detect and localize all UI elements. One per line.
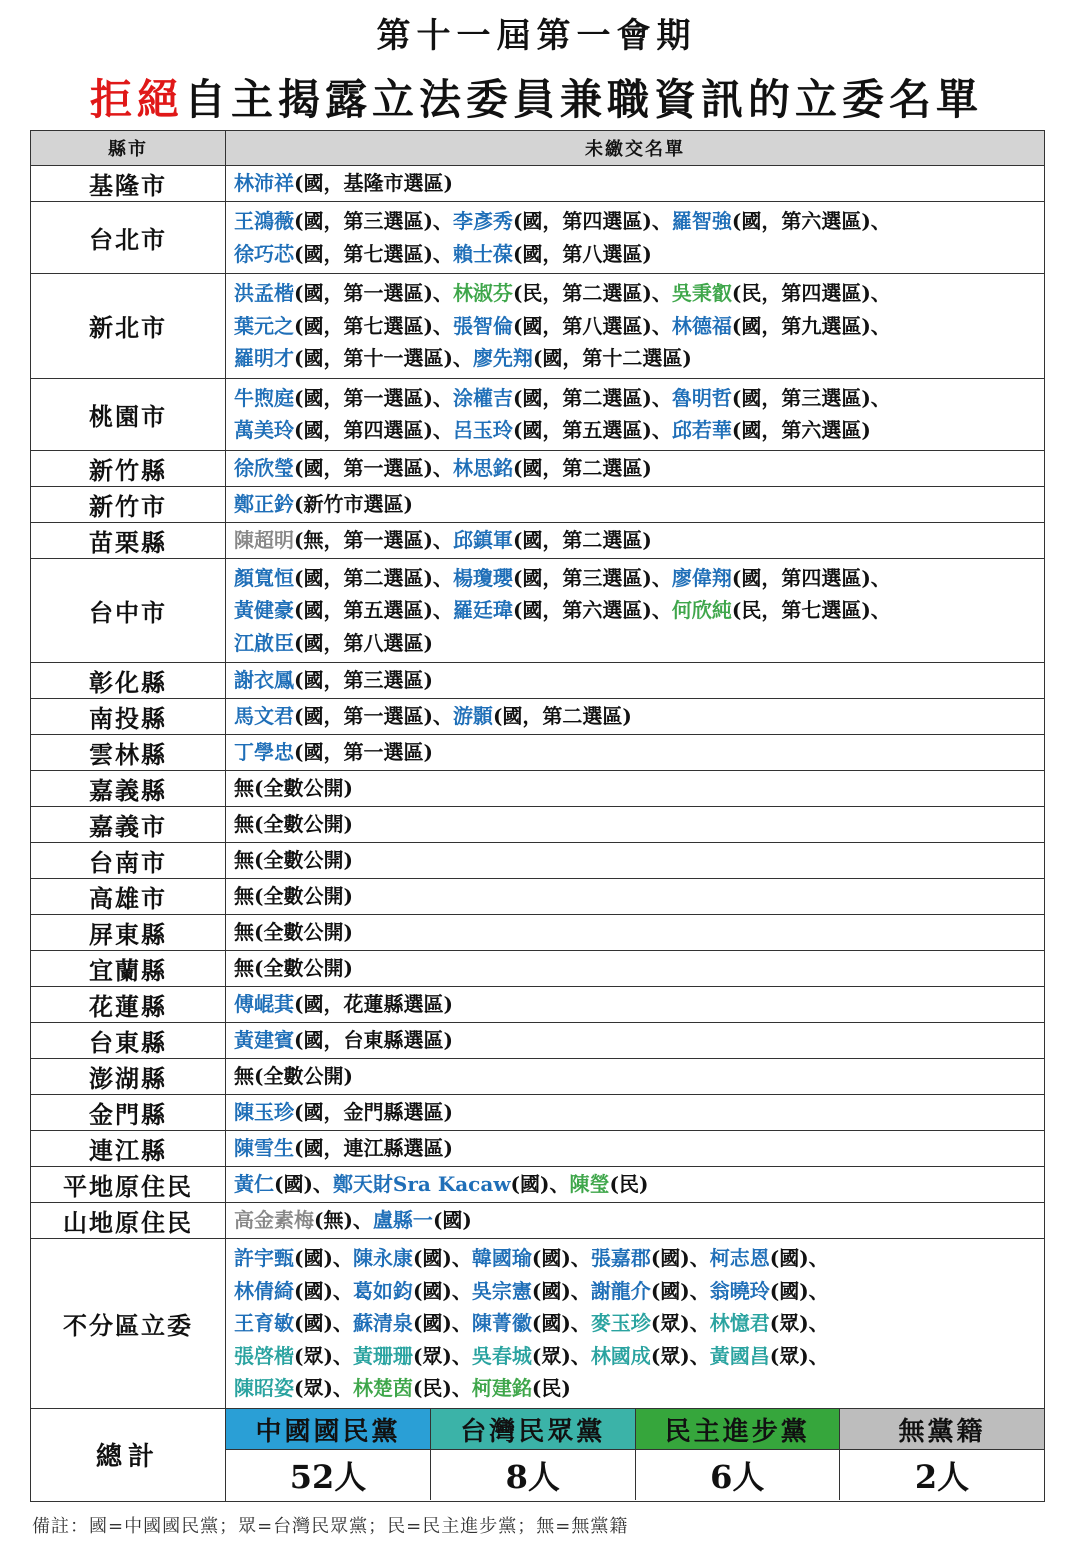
legislator-name: 陳玉珍 — [234, 1100, 294, 1125]
party-district: (國)、 — [531, 1246, 591, 1270]
subtitle-highlight: 拒絕 — [89, 75, 184, 124]
party-district: (國)、 — [510, 1172, 570, 1197]
party-name: 無黨籍 — [840, 1409, 1045, 1450]
party-district: (民)、 — [412, 1376, 472, 1400]
legislator-name: 麥玉珍 — [590, 1311, 651, 1335]
legislator-name: 羅廷瑋 — [452, 598, 513, 622]
names-cell — [226, 1131, 1045, 1167]
legislator-name: 黃國昌 — [709, 1343, 770, 1368]
party-district: (國)、 — [650, 1278, 710, 1303]
totals-cell — [226, 1408, 1045, 1501]
party-totals-table — [226, 1409, 1044, 1500]
party-district: (民，第四選區)、 — [731, 281, 891, 305]
names-line — [234, 488, 1044, 521]
legislator-name: 丁學忠 — [234, 740, 294, 765]
legislator-name: 林國成 — [590, 1343, 651, 1368]
table-row — [31, 771, 1045, 807]
subtitle-rest: 自主揭露立法委員兼職資訊的立委名單 — [184, 75, 984, 124]
legislator-name: 黃建賓 — [234, 1028, 294, 1053]
county-cell: 彰化縣 — [31, 663, 226, 699]
county-cell: 台東縣 — [31, 1023, 226, 1059]
legislator-name: 羅明才 — [234, 346, 294, 370]
table-row — [31, 274, 1045, 379]
names-cell — [226, 807, 1045, 843]
names-cell — [226, 202, 1045, 274]
party-district: (民，第二選區)、 — [512, 281, 672, 305]
party-district: (國，第二選區) — [512, 455, 652, 480]
party-district: (國)、 — [412, 1278, 472, 1303]
legislator-name: 李彥秀 — [452, 209, 513, 233]
party-name: 中國國民黨 — [226, 1409, 431, 1450]
table-row — [31, 166, 1045, 202]
legislator-name: 洪孟楷 — [234, 281, 294, 305]
party-district: (新竹市選區) — [294, 491, 413, 516]
names-line — [234, 952, 1044, 985]
page-title: 第十一屆第一會期 — [376, 16, 697, 56]
names-line — [234, 1340, 1044, 1373]
legislator-name: 謝龍介 — [590, 1278, 651, 1303]
party-district: (眾)、 — [531, 1343, 591, 1368]
party-district: (民，第七選區)、 — [731, 598, 891, 622]
legislator-name: 黃仁 — [234, 1172, 274, 1197]
names-line — [234, 988, 1044, 1021]
county-cell: 台南市 — [31, 843, 226, 879]
legislator-name: 林德福 — [671, 313, 732, 338]
names-cell — [226, 1095, 1045, 1131]
table-row — [31, 987, 1045, 1023]
totals-row — [31, 1408, 1045, 1501]
legislator-name: 羅智強 — [671, 209, 732, 233]
legislator-name: 游顥 — [452, 704, 493, 729]
legislator-name: 盧縣一 — [372, 1208, 433, 1233]
party-name: 民主進步黨 — [635, 1409, 840, 1450]
table-row — [31, 1239, 1045, 1409]
legislator-name: 魯明哲 — [671, 385, 732, 410]
party-district: (國，連江縣選區) — [294, 1136, 453, 1161]
names-line — [234, 1307, 1044, 1340]
legislator-name: 陳超明 — [234, 527, 294, 552]
legislator-name: 翁曉玲 — [709, 1278, 770, 1303]
party-district: (國，第六選區)、 — [731, 209, 891, 233]
names-cell — [226, 879, 1045, 915]
party-district: (國，花蓮縣選區) — [294, 992, 453, 1017]
table-row — [31, 951, 1045, 987]
table-row — [31, 807, 1045, 843]
table-row — [31, 558, 1045, 663]
party-district: (國，第八選區)、 — [512, 313, 672, 338]
legislator-name: 顏寬恒 — [234, 565, 294, 590]
names-cell — [226, 274, 1045, 379]
legislator-name: 牛煦庭 — [234, 385, 294, 410]
party-district: (國)、 — [769, 1278, 829, 1303]
county-cell: 金門縣 — [31, 1095, 226, 1131]
county-cell: 基隆市 — [31, 166, 226, 202]
party-district: (國，第五選區)、 — [294, 598, 453, 622]
legislator-name: 萬美玲 — [234, 418, 294, 442]
party-district: (國，第四選區)、 — [512, 209, 672, 233]
party-district: (眾)、 — [650, 1343, 710, 1368]
party-name: 台灣民眾黨 — [431, 1409, 636, 1450]
legislator-name: 王育敏 — [234, 1311, 294, 1335]
legislator-name: 何欣純 — [671, 598, 732, 622]
names-line — [234, 1204, 1044, 1237]
legislator-name: 徐巧芯 — [234, 241, 294, 266]
legislator-name: 吳秉叡 — [671, 281, 732, 305]
footnote: 備註：國=中國國民黨；眾=台灣民眾黨；民=民主進步黨；無=無黨籍 — [32, 1516, 629, 1537]
party-district: (國)、 — [412, 1246, 472, 1270]
party-district: (眾)、 — [769, 1311, 829, 1335]
party-district: (國，第二選區) — [512, 527, 652, 552]
table-row — [31, 1023, 1045, 1059]
party-district: (眾)、 — [294, 1376, 353, 1400]
names-cell — [226, 486, 1045, 522]
legislator-name: 楊瓊瓔 — [452, 565, 513, 590]
table-row — [31, 1203, 1045, 1239]
party-district: 無(全數公開) — [234, 776, 353, 801]
party-district: (國) — [432, 1208, 472, 1233]
party-district: (國，第九選區)、 — [731, 313, 891, 338]
names-cell — [226, 378, 1045, 450]
names-line — [234, 167, 1044, 200]
county-cell: 澎湖縣 — [31, 1059, 226, 1095]
table-body — [31, 166, 1045, 1409]
names-cell — [226, 1203, 1045, 1239]
legislator-name: 黃健豪 — [234, 598, 294, 622]
party-district: (國)、 — [294, 1311, 353, 1335]
table-row — [31, 1095, 1045, 1131]
party-district: (國，第三選區) — [294, 668, 433, 693]
names-line — [234, 1168, 1044, 1201]
party-district: (國，第二選區)、 — [512, 385, 672, 410]
names-line — [234, 342, 1044, 375]
names-cell — [226, 915, 1045, 951]
legislator-name: 賴士葆 — [452, 241, 513, 266]
county-cell: 新北市 — [31, 274, 226, 379]
county-cell: 新竹縣 — [31, 450, 226, 486]
legislator-name: 林思銘 — [452, 455, 513, 480]
legislator-name: 廖偉翔 — [671, 565, 732, 590]
legislator-name: 陳菁徽 — [471, 1311, 532, 1335]
county-cell: 雲林縣 — [31, 735, 226, 771]
legislator-name: 馬文君 — [234, 704, 294, 729]
names-line — [234, 277, 1044, 310]
legislator-name: 林楚茵 — [352, 1376, 413, 1400]
names-line — [234, 736, 1044, 769]
party-district: (無，第一選區)、 — [294, 527, 453, 552]
names-line — [234, 808, 1044, 841]
legislator-name: 傅崐萁 — [234, 992, 294, 1017]
party-count: 6人 — [635, 1450, 840, 1501]
table-row — [31, 486, 1045, 522]
party-district: (國)、 — [274, 1172, 333, 1197]
table-row — [31, 522, 1045, 558]
county-cell: 南投縣 — [31, 699, 226, 735]
county-cell: 高雄市 — [31, 879, 226, 915]
party-district: (民) — [609, 1172, 649, 1197]
party-district: (國，台東縣選區) — [294, 1028, 453, 1053]
party-district: (國)、 — [531, 1278, 591, 1303]
names-cell — [226, 771, 1045, 807]
header-names: 未繳交名單 — [226, 131, 1045, 166]
names-line — [234, 700, 1044, 733]
names-cell — [226, 522, 1045, 558]
county-cell: 桃園市 — [31, 378, 226, 450]
legislator-name: 涂權吉 — [452, 385, 513, 410]
party-district: (國，第四選區)、 — [294, 418, 453, 442]
party-district: (眾)、 — [294, 1343, 353, 1368]
legislator-name: 高金素梅 — [234, 1208, 314, 1233]
names-cell — [226, 951, 1045, 987]
names-line — [234, 1275, 1044, 1308]
legislator-name: 呂玉玲 — [452, 418, 513, 442]
party-district: (國，第一選區)、 — [294, 385, 453, 410]
party-district: (國，第八選區) — [512, 241, 652, 266]
party-district: (無)、 — [314, 1208, 373, 1233]
legislator-name: 林倩綺 — [234, 1278, 294, 1303]
party-district: (國，第六選區)、 — [512, 598, 672, 622]
names-cell — [226, 663, 1045, 699]
table-row — [31, 1167, 1045, 1203]
names-cell — [226, 987, 1045, 1023]
legislator-name: 鄭正鈐 — [234, 491, 294, 516]
table-row — [31, 378, 1045, 450]
legislator-name: 許宇甄 — [234, 1246, 294, 1270]
legislator-name: 林沛祥 — [234, 171, 294, 196]
table-header-row — [31, 131, 1045, 166]
legislator-name: 王鴻薇 — [234, 209, 294, 233]
legislator-name: 林憶君 — [709, 1311, 770, 1335]
names-line — [234, 238, 1044, 271]
table-row — [31, 450, 1045, 486]
legislator-name: 陳永康 — [352, 1246, 413, 1270]
names-line — [234, 1242, 1044, 1275]
names-line — [234, 1024, 1044, 1057]
party-district: (國，第一選區) — [294, 740, 433, 765]
county-cell: 連江縣 — [31, 1131, 226, 1167]
party-district: (國，第七選區)、 — [294, 241, 453, 266]
names-line — [234, 524, 1044, 557]
party-district: (國，第八選區) — [294, 630, 433, 655]
party-district: (國，基隆市選區) — [294, 171, 453, 196]
party-district: (國，第四選區)、 — [731, 565, 891, 590]
party-district: (國，第六選區) — [731, 418, 871, 442]
party-district: (國)、 — [769, 1246, 829, 1270]
county-cell: 嘉義縣 — [31, 771, 226, 807]
legislator-name: 黃珊珊 — [352, 1343, 413, 1368]
legislator-name: 吳宗憲 — [471, 1278, 532, 1303]
party-count-row — [226, 1450, 1044, 1501]
legislator-name: 柯建銘 — [471, 1376, 532, 1400]
names-line — [234, 205, 1044, 238]
county-cell: 嘉義市 — [31, 807, 226, 843]
party-district: (國，第三選區)、 — [731, 385, 891, 410]
county-cell: 平地原住民 — [31, 1167, 226, 1203]
names-cell — [226, 1167, 1045, 1203]
party-district: (國)、 — [412, 1311, 472, 1335]
party-district: 無(全數公開) — [234, 848, 353, 873]
table-row — [31, 735, 1045, 771]
legislator-name: 葛如鈞 — [352, 1278, 413, 1303]
party-district: 無(全數公開) — [234, 920, 353, 945]
county-cell: 山地原住民 — [31, 1203, 226, 1239]
page-subtitle — [0, 72, 1073, 128]
legislator-name: 鄭天財Sra Kacaw — [332, 1172, 511, 1197]
table-row — [31, 699, 1045, 735]
party-district: (國，第五選區)、 — [512, 418, 672, 442]
party-district: (國，第二選區)、 — [294, 565, 453, 590]
party-count: 52人 — [226, 1450, 431, 1501]
legislator-name: 韓國瑜 — [471, 1246, 532, 1270]
names-line — [234, 1096, 1044, 1129]
county-cell: 花蓮縣 — [31, 987, 226, 1023]
table-row — [31, 1059, 1045, 1095]
county-cell: 台中市 — [31, 558, 226, 663]
names-cell — [226, 166, 1045, 202]
names-line — [234, 772, 1044, 805]
party-district: 無(全數公開) — [234, 1064, 353, 1089]
legislator-name: 江啟臣 — [234, 630, 294, 655]
legislator-name: 張智倫 — [452, 313, 513, 338]
party-district: (國，第三選區)、 — [294, 209, 453, 233]
legislator-name: 柯志恩 — [709, 1246, 770, 1270]
names-cell — [226, 558, 1045, 663]
party-district: (眾)、 — [650, 1311, 710, 1335]
names-cell — [226, 450, 1045, 486]
party-district: (眾)、 — [412, 1343, 472, 1368]
legislator-name: 張啓楷 — [234, 1343, 294, 1368]
party-district: (國)、 — [531, 1311, 591, 1335]
county-cell: 苗栗縣 — [31, 522, 226, 558]
names-line — [234, 382, 1044, 415]
names-line — [234, 1132, 1044, 1165]
party-district: (國，第十一選區)、 — [294, 346, 473, 370]
legislator-name: 吳春城 — [471, 1343, 532, 1368]
party-count: 2人 — [840, 1450, 1045, 1501]
table-row — [31, 202, 1045, 274]
party-district: (眾)、 — [769, 1343, 829, 1368]
county-cell: 台北市 — [31, 202, 226, 274]
legislator-name: 林淑芬 — [452, 281, 513, 305]
county-cell: 新竹市 — [31, 486, 226, 522]
names-line — [234, 844, 1044, 877]
names-line — [234, 1372, 1044, 1405]
legislator-name: 陳雪生 — [234, 1136, 294, 1161]
party-district: (國)、 — [294, 1278, 353, 1303]
table-row — [31, 1131, 1045, 1167]
table-row — [31, 663, 1045, 699]
legislator-name: 蘇清泉 — [352, 1311, 413, 1335]
table-row — [31, 879, 1045, 915]
names-line — [234, 310, 1044, 343]
names-cell — [226, 1059, 1045, 1095]
names-cell — [226, 843, 1045, 879]
party-header-row — [226, 1409, 1044, 1450]
party-district: 無(全數公開) — [234, 956, 353, 981]
party-district: (國)、 — [294, 1246, 353, 1270]
names-line — [234, 594, 1044, 627]
party-district: (國，第一選區)、 — [294, 704, 453, 729]
totals-label: 總計 — [31, 1408, 226, 1501]
legislator-name: 徐欣瑩 — [234, 455, 294, 480]
names-cell — [226, 699, 1045, 735]
legislator-name: 陳昭姿 — [234, 1376, 294, 1400]
party-district: (國，第二選區) — [492, 704, 632, 729]
names-cell — [226, 1023, 1045, 1059]
party-district: (民) — [531, 1376, 571, 1400]
county-cell: 不分區立委 — [31, 1239, 226, 1409]
table-row — [31, 915, 1045, 951]
names-line — [234, 664, 1044, 697]
legislator-name: 謝衣鳳 — [234, 668, 294, 693]
names-cell — [226, 735, 1045, 771]
county-cell: 屏東縣 — [31, 915, 226, 951]
names-line — [234, 452, 1044, 485]
party-district: (國，第三選區)、 — [512, 565, 672, 590]
header-county: 縣市 — [31, 131, 226, 166]
names-line — [234, 880, 1044, 913]
names-line — [234, 1060, 1044, 1093]
party-district: (國)、 — [650, 1246, 710, 1270]
party-district: (國，第七選區)、 — [294, 313, 453, 338]
legislator-name: 陳瑩 — [569, 1172, 610, 1197]
party-count: 8人 — [431, 1450, 636, 1501]
party-district: 無(全數公開) — [234, 812, 353, 837]
legislator-name: 邱若華 — [671, 418, 732, 442]
legislator-name: 邱鎮軍 — [452, 527, 513, 552]
names-line — [234, 414, 1044, 447]
party-district: (國，第十二選區) — [532, 346, 692, 370]
legislator-name: 葉元之 — [234, 313, 294, 338]
legislator-name: 張嘉郡 — [590, 1246, 651, 1270]
names-line — [234, 562, 1044, 595]
names-line — [234, 916, 1044, 949]
party-district: (國，金門縣選區) — [294, 1100, 453, 1125]
legislator-name: 廖先翔 — [472, 346, 533, 370]
table-row — [31, 843, 1045, 879]
names-line — [234, 627, 1044, 660]
party-district: 無(全數公開) — [234, 884, 353, 909]
party-district: (國，第一選區)、 — [294, 281, 453, 305]
legislator-table — [30, 130, 1045, 1502]
party-district: (國，第一選區)、 — [294, 455, 453, 480]
names-cell — [226, 1239, 1045, 1409]
county-cell: 宜蘭縣 — [31, 951, 226, 987]
